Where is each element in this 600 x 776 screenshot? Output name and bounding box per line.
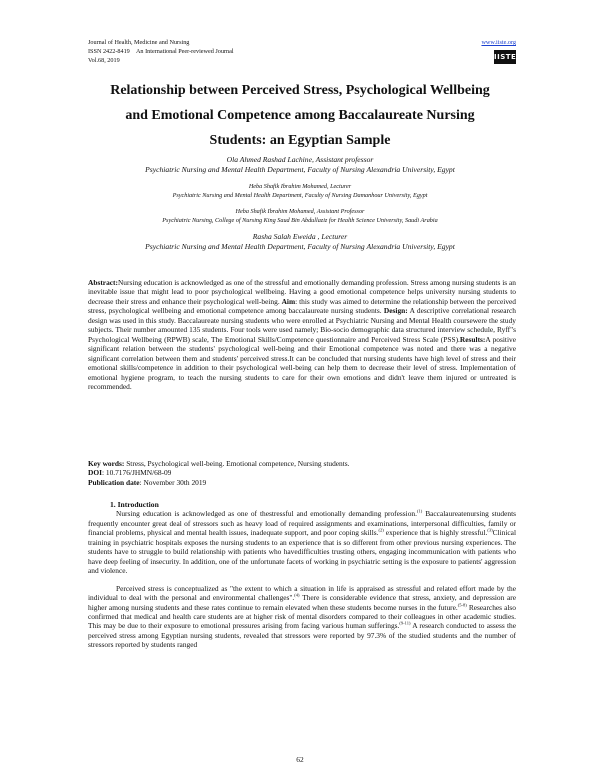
citation: (2) [378,527,384,533]
author-name: Ola Ahmed Rashad Lachine, Assistant professor [226,155,374,164]
author-name: Heba Shafik Ibrahim Mohamed, Assistant Professor [235,208,365,215]
results-text: A positive significant relation between the students' psychological well-being and their Emotional competence was noted and there was a negative significant correlation between them and students' perceived stress.It can be concluded that nursing students have high level of stress and their emotional skills/competence in addition to their psychological well-being can help them to decrease their level of stress. Implementation of emotional hygiene program, to teach the nursing students to care for their own emotions and didn't leave them injured or untreated is recommended. [88,334,517,391]
abstract [88,278,516,391]
introduction-section [88,500,516,650]
journal-issn-line [88,47,516,56]
author-4 [60,232,540,252]
journal-header [88,38,516,65]
title-line-1: Relationship between Perceived Stress, Psychological Wellbeing [110,83,490,98]
publication-date-label: Publication date [88,477,140,487]
citation: (3) [487,527,493,533]
title-line-3: Students: an Egyptian Sample [209,133,391,148]
author-affiliation: Psychiatric Nursing and Mental Health Department, Faculty of Nursing Alexandria University, Egypt [145,242,455,251]
design-label: Design: [383,306,408,316]
author-2 [60,182,540,200]
abstract-intro: Nursing education is acknowledged as one of the stressful and emotionally demanding profession. Stress among nursing students is an inevitable issue that might lead to poor psychological wellbeing. Having a good emotional competence helps university nursing students to decrease their stress and enhance their psychological well-being. [88,278,516,306]
aim-label: Aim [281,296,296,306]
page-number: 62 [296,755,304,764]
abstract-label: Abstract: [88,278,118,287]
author-affiliation: Psychiatric Nursing and Mental Health Department, Faculty of Nursing Damanhour University, Egypt [172,192,428,199]
author-name: Rasha Salah Eweida , Lecturer [252,232,348,241]
author-list [60,155,540,259]
paper-title [60,78,540,153]
citation: (9-11) [399,620,411,626]
author-affiliation: Psychiatric Nursing, College of Nursing King Saud Bin Abdullaziz for Health Science University, Saudi Arabia [162,217,438,224]
citation: (5-8) [457,602,467,608]
introduction-heading: 1. Introduction [110,500,159,509]
publication-date [88,478,516,487]
keywords [88,459,516,468]
iiste-logo: IISTE [494,50,516,64]
journal-issn: ISSN 2422-8419 [88,48,130,55]
journal-website-link[interactable]: www.iiste.org [481,39,516,46]
author-3 [60,207,540,225]
intro-paragraph-1: Nursing education is acknowledged as one of thestressful and emotionally demanding profession.$^{(1)}$ Baccalaureatenursing students frequently encounter great deal of stressors such as heavy load of required assignments and examinations, interpersonal difficulties, family or financial problems, physical and mental health issues, inadequate support, and poor coping skills.$^{(2)}$ experience that is highly stressful.$^{(3)}$Clinical training in psychiatric hospitals exposes the nursing students to an experience that is so different from other previous nursing experiences. The students have to struggle to build relationship with patients who havedifficulties trusting others, engaging incommunication with patients who have deep feeling of insecurity. In addition, one of the unfortunate facets of working in psychiatric setting is the exposure to patients' aggression and violence. [88,508,516,576]
keywords-text: Stress, Psychological well-being. Emotional competence, Nursing students. [124,459,350,468]
publication-date-text: : November 30th 2019 [139,477,207,487]
keywords-block [88,459,516,487]
journal-volume: Vol.68, 2019 [88,57,120,64]
author-name: Heba Shafik Ibrahim Mohamed, Lecturer [248,183,352,190]
author-affiliation: Psychiatric Nursing and Mental Health Department, Faculty of Nursing Alexandria University, Egypt [145,165,455,174]
citation: (1) [416,508,423,514]
aim-text: : this study was aimed to determine the relationship between the perceived stress, psychological wellbeing and emotional competence among baccalaureate nursing students. [88,296,516,316]
title-line-2: and Emotional Competence among Baccalaureate Nursing [125,108,475,123]
results-label: Results: [459,334,486,344]
intro-paragraph-2: Perceived stress is conceptualized as "the extent to which a situation in life is appraised as stressful and related effort made by the individual to deal with the personal and environmental challenges".$^{(4)}$ There is considerable evidence that stress, anxiety, and depression are higher among nursing students and these rates continue to remain elevated when these students become nurses in the future.$^{(5-8)}$ Researches also confirmed that medical and health care students are at higher risk of mental disorders compared to their colleagues in other academic studies. This may be due to their exposure to emotional pressures arising from facing various human sufferings.$^{(9-11)}$ A research conducted to assess the perceived stress among Egyptian nursing students, revealed that stressors were reported by 97.3% of the studied students and the number of stressors reported by students ranged [88,583,517,650]
citation: (4) [294,592,300,598]
journal-name: Journal of Health, Medicine and Nursing [88,39,190,46]
journal-peer-review: An International Peer-reviewed Journal [135,48,234,55]
author-1 [60,155,540,175]
keywords-label: Key words: [88,459,125,468]
design-text: A descriptive correlational research design was used in this study. Baccalaureate nursing students who were enrolled at Psychiatric Nursing and Mental Health coursewere the study subjects. Their number amounted 135 students. Four tools were used namely; Bio-socio demographic data structured interview schedule, Ryff"s Psychological Wellbeing (RPWB) scale, The Emotional Skills/Competence questionnaire and Perceived Stress Scale (PSS). [88,306,516,344]
doi [88,468,516,477]
doi-text: : 10.7176/JHMN/68-09 [101,468,172,478]
doi-label: DOI [88,468,102,478]
